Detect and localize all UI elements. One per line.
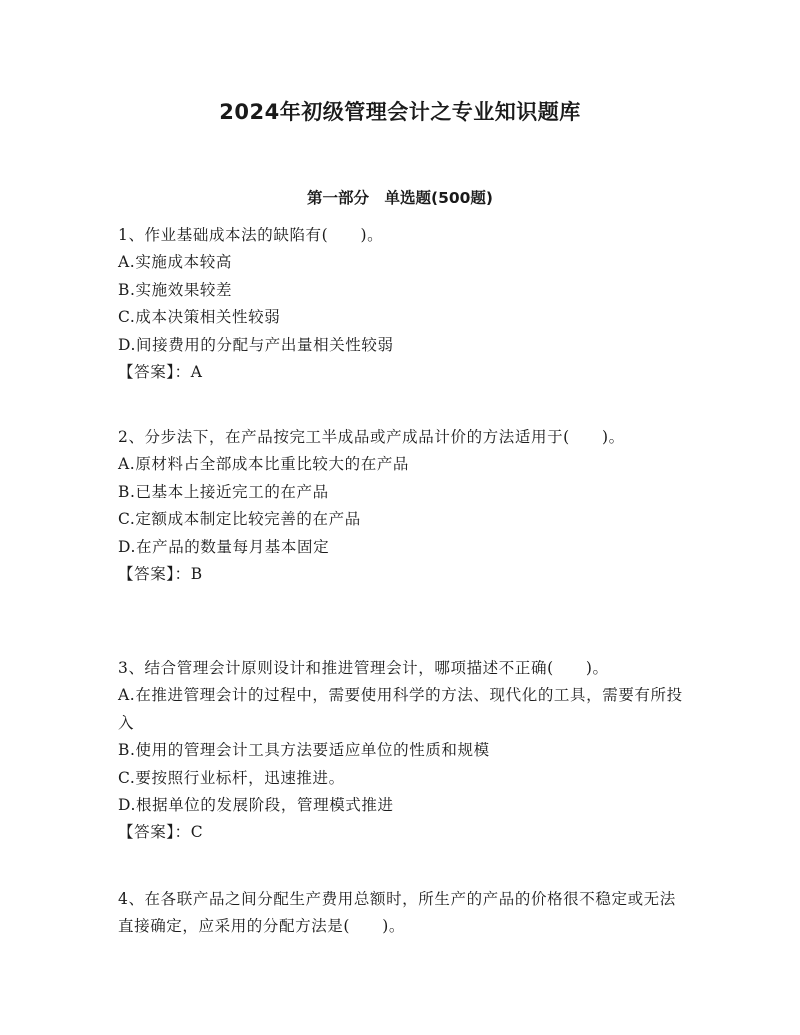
option-c: C.要按照行业标杆，迅速推进。 [118,768,345,787]
option-a: A.原材料占全部成本比重比较大的在产品 [118,455,410,474]
question-4 [118,886,688,941]
answer-line [118,561,688,588]
answer-label: 【答案】： [118,565,191,584]
option-d: D.根据单位的发展阶段，管理模式推进 [118,796,394,815]
answer-line [118,359,688,386]
option-a: A.实施成本较高 [118,253,232,272]
question-stem: 3、结合管理会计原则设计和推进管理会计，哪项描述不正确( )。 [118,659,609,677]
section-heading: 第一部分 单选题(500题) [306,189,494,207]
question-stem: 2、分步法下，在产品按完工半成品或产成品计价的方法适用于( )。 [118,428,625,446]
answer-label: 【答案】： [118,363,191,382]
answer-label: 【答案】： [118,823,191,842]
answer-value: A [190,363,203,382]
question-3 [118,655,688,847]
question-1 [118,222,688,386]
question-stem: 4、在各联产品之间分配生产费用总额时，所生产的产品的价格很不稳定或无法直接确定，应采用的分配方法是( )。 [118,890,676,936]
option-c: C.定额成本制定比较完善的在产品 [118,510,361,529]
option-d: D.间接费用的分配与产出量相关性较弱 [118,335,394,354]
document-title: 2024年初级管理会计之专业知识题库 [219,100,581,124]
option-c: C.成本决策相关性较弱 [118,308,281,327]
option-b: B.已基本上接近完工的在产品 [118,482,329,501]
option-d: D.在产品的数量每月基本固定 [118,537,330,556]
question-stem: 1、作业基础成本法的缺陷有( )。 [118,226,384,244]
answer-value: B [190,565,203,584]
option-b: B.使用的管理会计工具方法要适应单位的性质和规模 [118,741,490,760]
answer-line [118,819,688,846]
answer-value: C [190,823,204,842]
question-2 [118,424,688,588]
option-b: B.实施效果较差 [118,280,233,299]
option-a: A.在推进管理会计的过程中，需要使用科学的方法、现代化的工具，需要有所投入 [118,686,683,732]
